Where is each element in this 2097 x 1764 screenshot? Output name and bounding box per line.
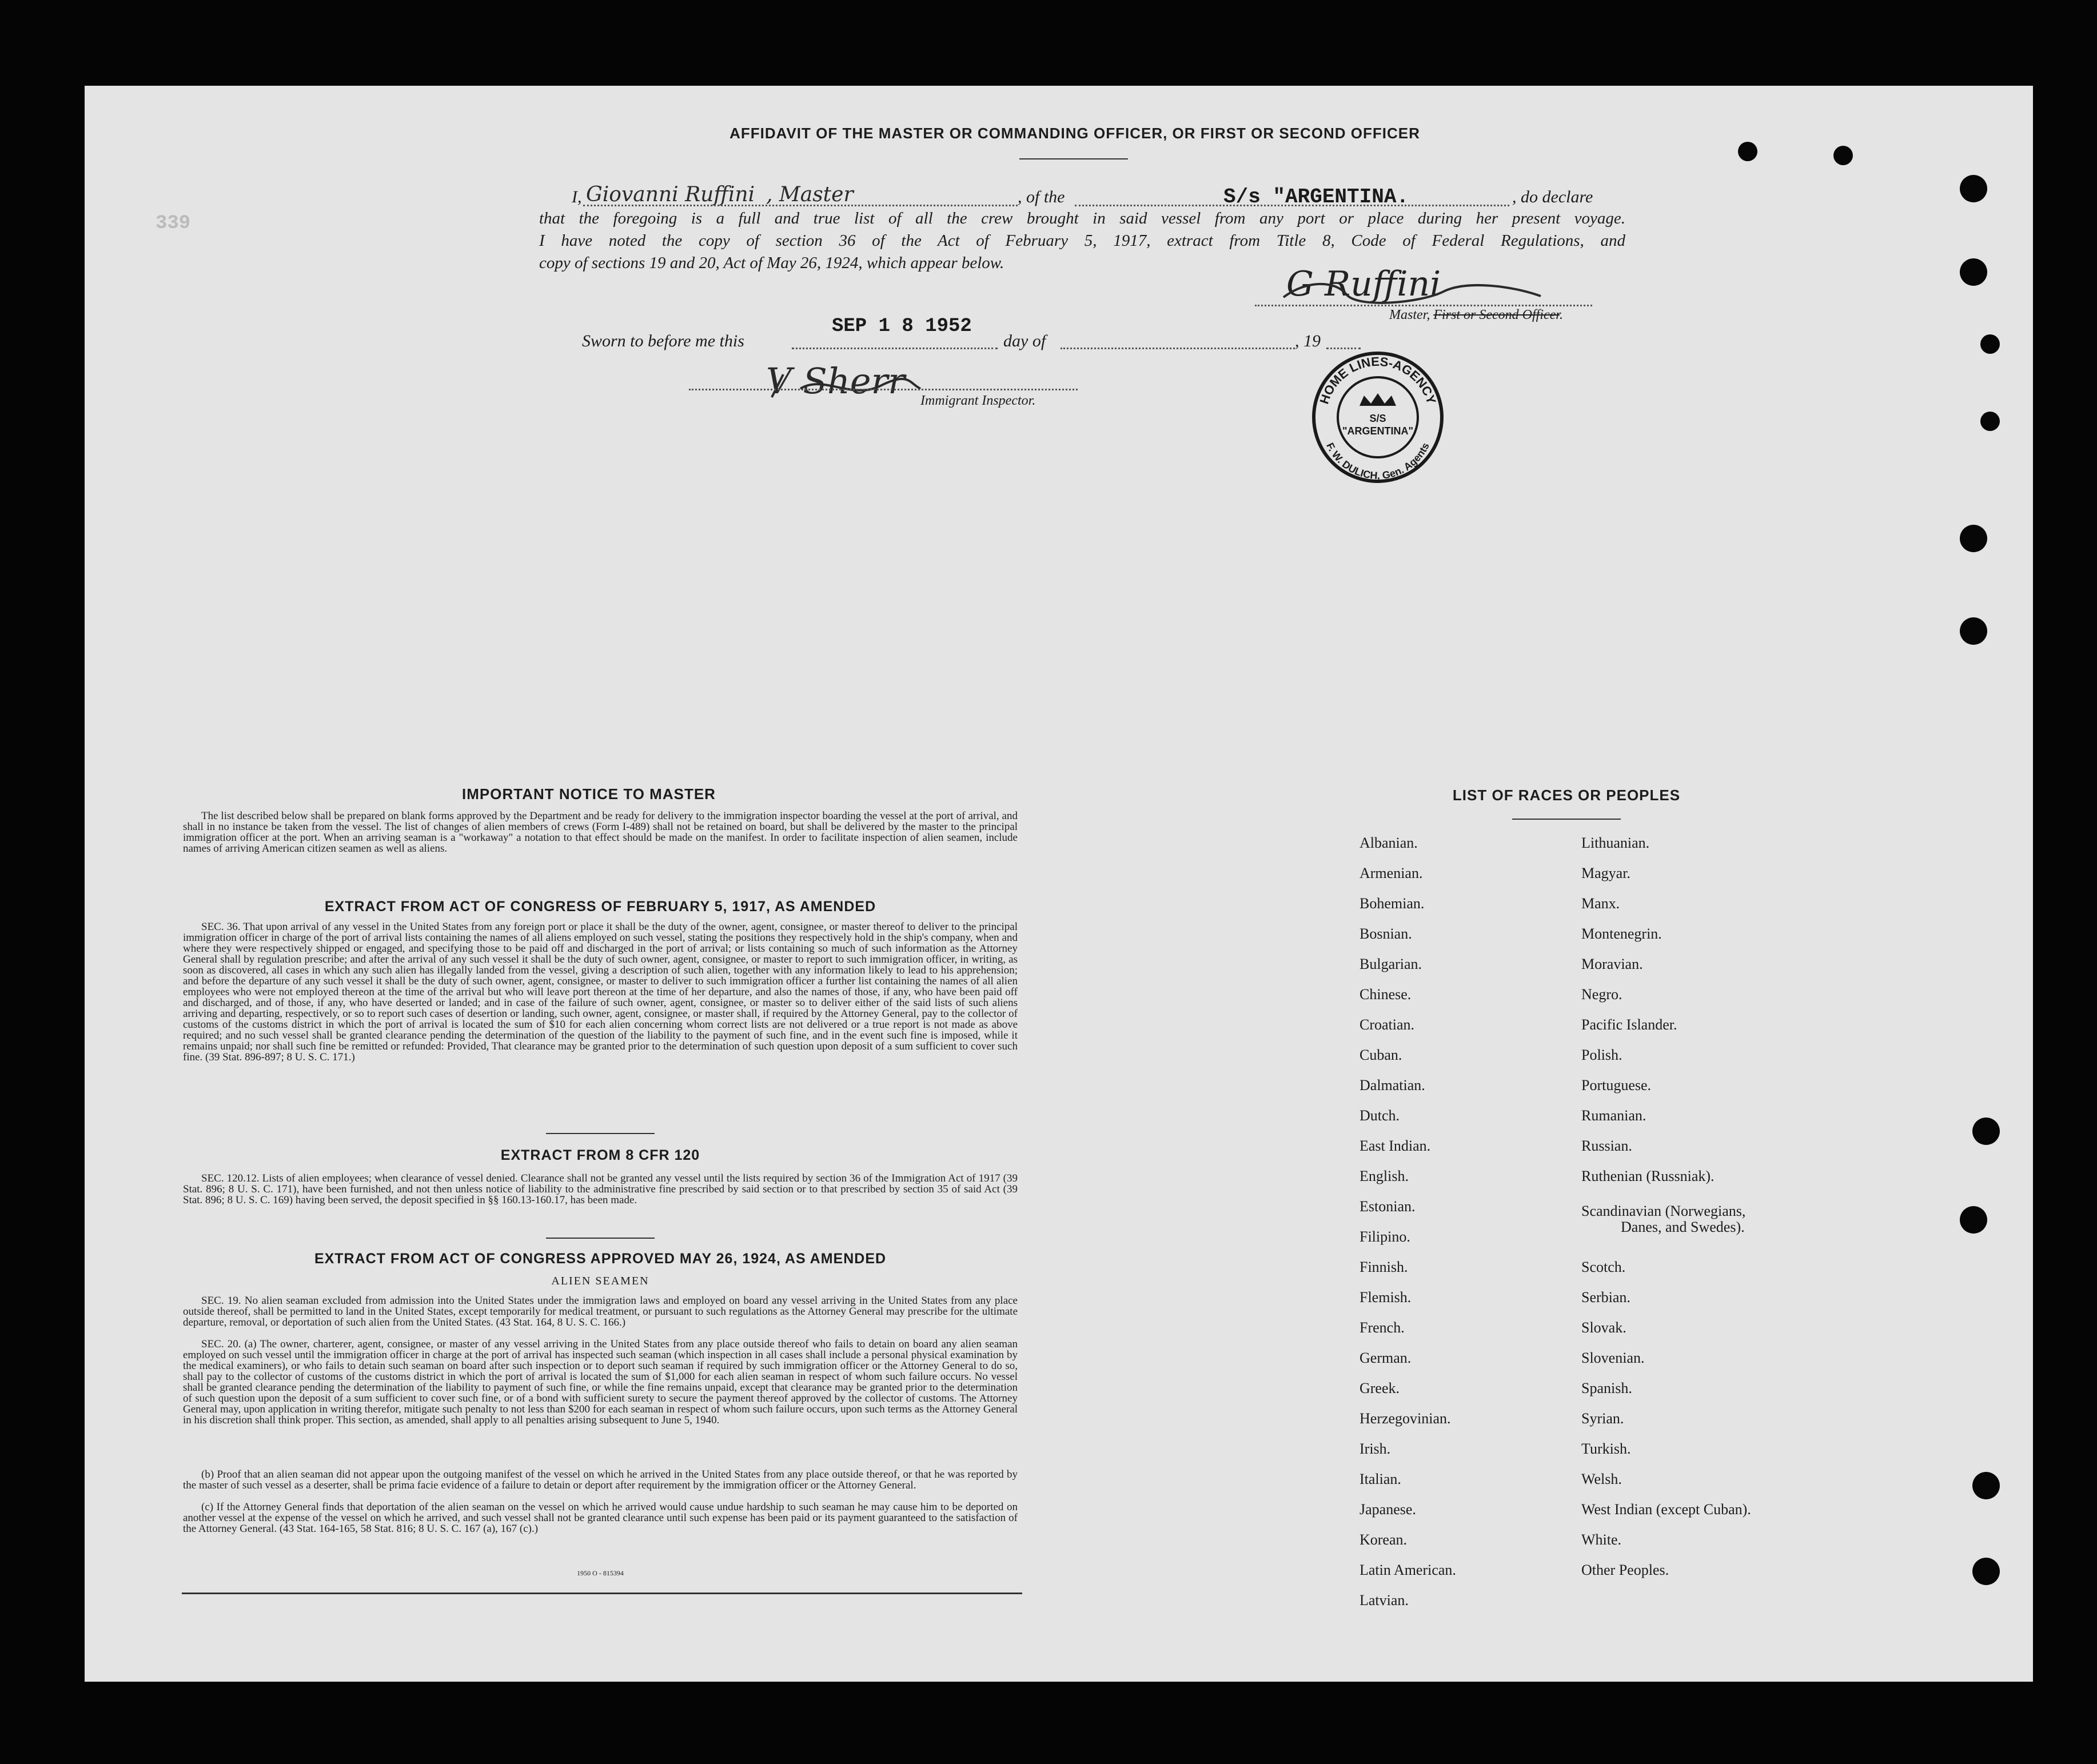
race-item: Herzegovinian. bbox=[1360, 1410, 1451, 1427]
master-title-label bbox=[1389, 308, 1563, 323]
race-item: French. bbox=[1360, 1319, 1405, 1336]
declaration-line-4: copy of sections 19 and 20, Act of May 26, 1924, which appear below. bbox=[539, 254, 1004, 272]
stamp-center-line-1: S/S bbox=[1369, 413, 1386, 424]
race-item: Latin American. bbox=[1360, 1562, 1456, 1578]
line1-prefix: I, bbox=[572, 187, 582, 206]
race-item: Turkish. bbox=[1581, 1440, 1631, 1457]
race-item: West Indian (except Cuban). bbox=[1581, 1501, 1751, 1518]
race-item: Armenian. bbox=[1360, 865, 1423, 881]
declaration-line-3: I have noted the copy of section 36 of the Act of February 5, 1917, extract from Title 8, Code of Federal Regulations, and bbox=[539, 232, 1625, 250]
declaration-line-1 bbox=[572, 183, 1618, 211]
cfr-title-underline bbox=[546, 1133, 655, 1134]
stamp-top-text: HOME LINES-AGENCY bbox=[1317, 354, 1439, 406]
master-label-struck: First or Second Officer bbox=[1433, 308, 1560, 322]
binder-hole bbox=[1960, 175, 1987, 202]
year-prefix: , 19 bbox=[1295, 332, 1321, 350]
master-signature-line bbox=[1255, 305, 1592, 306]
race-item: Serbian. bbox=[1581, 1289, 1630, 1306]
company-stamp bbox=[1309, 349, 1446, 486]
inspector-label: Immigrant Inspector. bbox=[920, 393, 1036, 408]
race-item: English. bbox=[1360, 1168, 1409, 1184]
race-item: Polish. bbox=[1581, 1047, 1622, 1063]
affidavit-title: AFFIDAVIT OF THE MASTER OR COMMANDING OFFICER, OR FIRST OR SECOND OFFICER bbox=[729, 125, 1420, 142]
stamp-center-line-2: "ARGENTINA" bbox=[1342, 425, 1414, 437]
section-20c-text: (c) If the Attorney General finds that deportation of the alien seaman on the vessel on which he arrived would cause undue hardship to such seaman he may cause him to be deported on another vessel at the expense of the vessel on which he arrived, and such vessel shall not be granted clearance until such expense has been paid or its payment guaranteed to the satisfaction of the Attorney General. (43 Stat. 164-165, 58 Stat. 816; 8 U. S. C. 167 (a), 167 (c).) bbox=[183, 1501, 1018, 1535]
master-name-handwriting: Giovanni Ruffini bbox=[586, 183, 755, 206]
corner-number: 339 bbox=[156, 213, 191, 234]
alien-seamen-subtitle: ALIEN SEAMEN bbox=[551, 1275, 649, 1287]
stamp-bottom-text: F. W. DULICH, Gen. Agents bbox=[1324, 441, 1432, 482]
day-of-label: day of bbox=[1003, 332, 1046, 350]
extract-1917-text: SEC. 36. That upon arrival of any vessel in the United States from any foreign port or place it shall be the duty of the owner, agent, consignee, or master thereof to deliver to the principal immigration officer in charge of the port of arrival lists containing the names of all aliens employed on such vessel, stating the positions they respectively hold in the ship's company, when and where they were respectively shipped or engaged, and specifying those to be paid off and discharged in the port of arrival; or lists containing so much of such information as the Attorney General shall by regulation prescribe; and after the arrival of any such vessel it shall be the duty of such owner, agent, consignee, or master to report to such immigration officer, in writing, as soon as discovered, all cases in which any such alien has illegally landed from the vessel, giving a description of such alien, together with any information likely to lead to his apprehension; and before the departure of any such vessel it shall be the duty of such owner, agent, consignee, or master to deliver to such immigration officer a further list containing the names of all alien employees who were not employed thereon at the time of the arrival but who will leave port thereon at the time of her departure, and also the names of those, if any, who have been paid off and discharged, and of those, if any, who have deserted or landed; and in case of the failure of such owner, agent, consignee, or master so to deliver either of the said lists of such aliens arriving and departing, respectively, or so to report such cases of desertion or landing, such owner, agent, consignee, or master shall, if required by the Attorney General, pay to the collector of customs of the customs district in which the port of arrival is located the sum of $10 for each alien concerning whom correct lists are not delivered or a true report is not made as above required; and no such vessel shall be granted clearance pending the determination of the question of the liability to the payment of such fine, and in the event such fine is imposed, while it remains unpaid; nor shall such fine be remitted or refunded: Provided, That clearance may be granted prior to the determination of such question upon deposit of a sum sufficient to cover such fine. (39 Stat. 896-897; 8 U. S. C. 171.) bbox=[183, 921, 1018, 1063]
svg-text:F. W. DULICH, Gen. Agents bbox=[1324, 441, 1432, 481]
race-item: Bohemian. bbox=[1360, 895, 1425, 912]
race-item: Danes, and Swedes). bbox=[1621, 1219, 1745, 1235]
inspector-signature-line bbox=[689, 389, 1078, 390]
section-20a-text: SEC. 20. (a) The owner, charterer, agent, consignee, or master of any vessel arriving in the United States from any place outside thereof who fails to detain on board any alien seaman employed on such vessel until the immigration officer in charge at the port of arrival has inspected such seaman (which inspection in all cases shall include a personal physical examination by the medical examiners), or who fails to detain such seaman on board after such inspection or to deport such seaman if required by such immigration officer or the Attorney General to do so, shall pay to the collector of customs of the customs district in which the port of arrival is located the sum of $1,000 for each alien seaman in respect of whom such failure occurs. No vessel shall be granted clearance pending the determination of the liability to payment of such fine, or while the fine remains unpaid, except that clearance may be granted prior to the determination of such question upon the deposit of a sum sufficient to cover such fine, or of a bond with sufficient surety to secure the payment thereof approved by the collector of customs. The Attorney General may, upon application in writing therefor, mitigate such penalty to not less than $200 for each seaman in respect of whom such failure occurs, upon such terms as the Attorney General in his discretion shall think proper. This section, as amended, shall apply to all penalties arising subsequent to June 5, 1940. bbox=[183, 1338, 1018, 1426]
race-item: Pacific Islander. bbox=[1581, 1016, 1677, 1033]
bottom-rule bbox=[182, 1593, 1022, 1594]
sworn-label: Sworn to before me this bbox=[582, 332, 744, 350]
races-title: LIST OF RACES OR PEOPLES bbox=[1452, 787, 1681, 804]
race-item: Other Peoples. bbox=[1581, 1562, 1669, 1578]
title-underline bbox=[1019, 158, 1128, 159]
race-item: Filipino. bbox=[1360, 1228, 1410, 1245]
race-item: Scandinavian (Norwegians, bbox=[1581, 1203, 1746, 1219]
binder-hole bbox=[1960, 617, 1987, 645]
sworn-day-blank bbox=[792, 348, 998, 349]
race-item: Scotch. bbox=[1581, 1259, 1626, 1275]
master-label-b: . bbox=[1559, 308, 1563, 322]
binder-hole bbox=[1980, 334, 2000, 354]
name-blank bbox=[583, 205, 1018, 206]
notice-text: The list described below shall be prepared on blank forms approved by the Department and be ready for delivery to the immigration inspector boarding the vessel at the port of arrival, and shall in no instance be taken from the vessel. The list of changes of alien members of crews (Form I-489) shall not be retained on board, but shall be delivered by the master to the principal immigration officer at the port. When an arriving seaman is a "workaway" a notation to that effect should be made on the manifest. In order to facilitate inspection of alien seamen, include names of arriving American citizen seamen as well as aliens. bbox=[183, 810, 1018, 855]
notice-title: IMPORTANT NOTICE TO MASTER bbox=[462, 785, 716, 803]
race-item: Ruthenian (Russniak). bbox=[1581, 1168, 1715, 1184]
binder-hole bbox=[1833, 146, 1853, 165]
section-19-text: SEC. 19. No alien seaman excluded from admission into the United States under the immigration laws and employed on board any vessel arriving in the United States from any place outside thereof, shall be permitted to land in the United States, except temporarily for medical treatment, or pursuant to such regulations as the Attorney General may prescribe for the ultimate departure, removal, or deportation of such alien from the United States. (43 Stat. 164, 8 U. S. C. 166.) bbox=[183, 1295, 1018, 1328]
race-item: Japanese. bbox=[1360, 1501, 1416, 1518]
races-title-underline bbox=[1512, 819, 1621, 820]
race-item: Bosnian. bbox=[1360, 925, 1412, 942]
race-item: Welsh. bbox=[1581, 1471, 1622, 1487]
master-role-handwriting: , Master bbox=[766, 183, 854, 206]
binder-hole bbox=[1972, 1558, 2000, 1585]
race-item: Lithuanian. bbox=[1581, 835, 1650, 851]
race-item: Magyar. bbox=[1581, 865, 1630, 881]
do-declare-label: , do declare bbox=[1512, 187, 1593, 206]
race-item: Dalmatian. bbox=[1360, 1077, 1425, 1093]
race-item: Finnish. bbox=[1360, 1259, 1408, 1275]
crown-icon bbox=[1360, 393, 1396, 406]
extract-1917-title: EXTRACT FROM ACT OF CONGRESS OF FEBRUARY 5, 1917, AS AMENDED bbox=[324, 899, 876, 915]
race-item: East Indian. bbox=[1360, 1138, 1431, 1154]
cfr-text: SEC. 120.12. Lists of alien employees; when clearance of vessel denied. Clearance shall not be granted any vessel until the lists required by section 36 of the Immigration Act of 1917 (39 Stat. 896; 8 U. S. C. 171), have been furnished, and not then unless notice of liability to the administrative fine prescribed by said section or to that prescribed by section 35 of said Act (39 Stat. 896; 8 U. S. C. 169) having been served, the deposit specified in §§ 160.13-160.17, has been made. bbox=[183, 1172, 1018, 1206]
of-the-label: , of the bbox=[1018, 187, 1065, 206]
race-item: Russian. bbox=[1581, 1138, 1632, 1154]
binder-hole bbox=[1738, 142, 1757, 161]
cfr-title: EXTRACT FROM 8 CFR 120 bbox=[500, 1147, 700, 1163]
extract-1924-rule bbox=[546, 1238, 655, 1239]
race-item: Montenegrin. bbox=[1581, 925, 1662, 942]
race-item: Flemish. bbox=[1360, 1289, 1412, 1306]
binder-hole bbox=[1972, 1118, 2000, 1145]
race-item: Chinese. bbox=[1360, 986, 1412, 1003]
binder-hole bbox=[1960, 1206, 1987, 1234]
race-item: Cuban. bbox=[1360, 1047, 1402, 1063]
extract-1924-title: EXTRACT FROM ACT OF CONGRESS APPROVED MAY 26, 1924, AS AMENDED bbox=[314, 1251, 887, 1267]
sworn-month-blank bbox=[1061, 348, 1295, 349]
section-20b-text: (b) Proof that an alien seaman did not appear upon the outgoing manifest of the vessel on which he arrived in the United States from any place outside thereof, or that he was reported by the master of such vessel as a deserter, shall be prima facie evidence of a failure to detain or deport after requirement by the immigration officer or the Attorney General. bbox=[183, 1468, 1018, 1491]
vessel-name-stamp: S/s "ARGENTINA. bbox=[1223, 185, 1409, 209]
race-item: Italian. bbox=[1360, 1471, 1401, 1487]
master-signature-handwriting: G Ruffini bbox=[1286, 264, 1441, 304]
race-item: Dutch. bbox=[1360, 1107, 1400, 1124]
race-item: White. bbox=[1581, 1531, 1622, 1548]
inspector-signature-flourish bbox=[766, 372, 926, 400]
race-item: Negro. bbox=[1581, 986, 1622, 1003]
race-item: Irish. bbox=[1360, 1440, 1391, 1457]
vessel-blank bbox=[1075, 205, 1509, 206]
race-item: Estonian. bbox=[1360, 1198, 1416, 1215]
declaration-line-2: that the foregoing is a full and true list of all the crew brought in said vessel from any port or place during her present voyage. bbox=[539, 209, 1625, 228]
race-item: Croatian. bbox=[1360, 1016, 1415, 1033]
printer-mark: 1950 O - 815394 bbox=[577, 1569, 624, 1577]
master-signature-flourish bbox=[1272, 274, 1546, 309]
race-item: Syrian. bbox=[1581, 1410, 1624, 1427]
race-item: Bulgarian. bbox=[1360, 956, 1422, 972]
binder-hole bbox=[1972, 1472, 2000, 1499]
race-item: Rumanian. bbox=[1581, 1107, 1646, 1124]
document-page bbox=[85, 86, 2033, 1682]
race-item: Korean. bbox=[1360, 1531, 1408, 1548]
race-item: German. bbox=[1360, 1350, 1412, 1366]
race-item: Spanish. bbox=[1581, 1380, 1632, 1396]
race-item: Slovenian. bbox=[1581, 1350, 1645, 1366]
race-item: Latvian. bbox=[1360, 1592, 1409, 1609]
race-item: Slovak. bbox=[1581, 1319, 1626, 1336]
race-item: Portuguese. bbox=[1581, 1077, 1652, 1093]
race-item: Albanian. bbox=[1360, 835, 1418, 851]
inspector-signature-handwriting: V Sherr bbox=[766, 360, 905, 402]
race-item: Moravian. bbox=[1581, 956, 1643, 972]
master-label-a: Master, bbox=[1389, 308, 1434, 322]
race-item: Manx. bbox=[1581, 895, 1620, 912]
binder-hole bbox=[1980, 412, 2000, 431]
sworn-date-stamp: SEP 1 8 1952 bbox=[832, 316, 972, 337]
race-item: Greek. bbox=[1360, 1380, 1400, 1396]
binder-hole bbox=[1960, 258, 1987, 286]
binder-hole bbox=[1960, 525, 1987, 552]
